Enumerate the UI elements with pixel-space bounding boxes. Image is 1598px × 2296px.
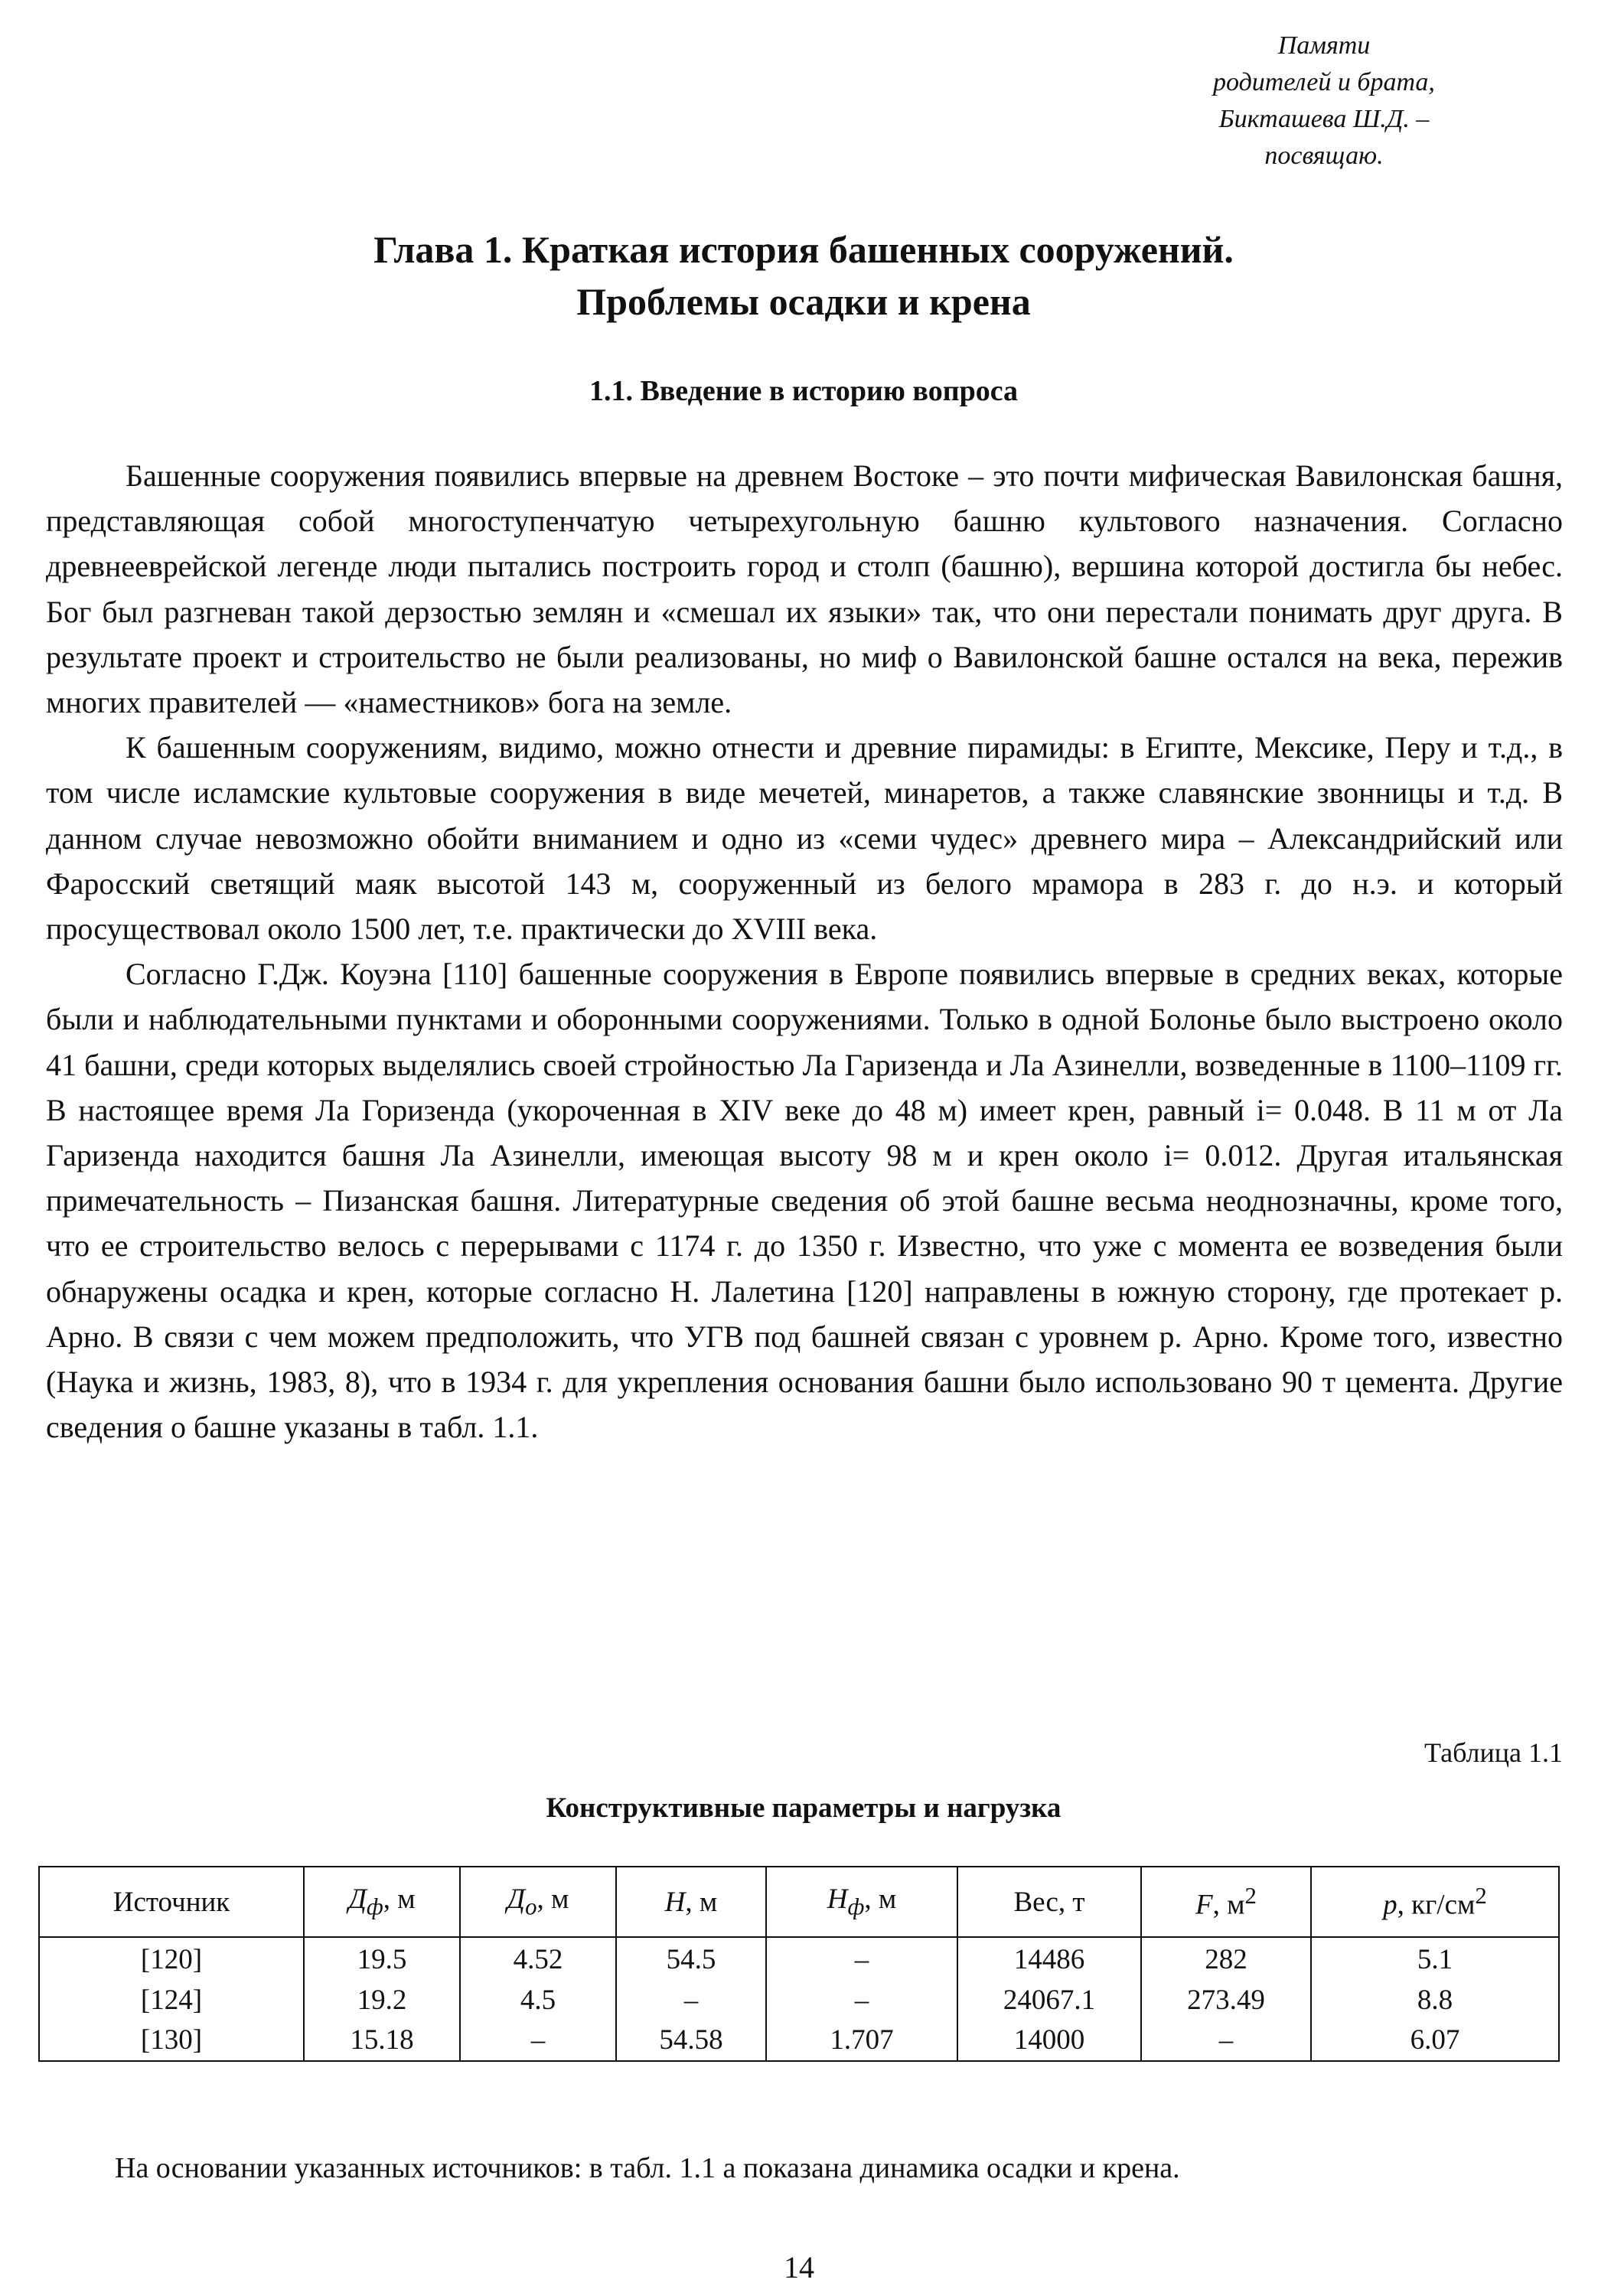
table-cell: 8.8	[1311, 1981, 1559, 2019]
table-cell: 19.2	[304, 1981, 460, 2019]
paragraph-europe-towers: Согласно Г.Дж. Коуэна [110] башенные сооружения в Европе появились впервые в средних веках, которые были и наблюдательными пунктами и оборонными сооружениями. Только в одной Болонье было выстроено около 41 башни, среди которых выделялись своей стройностью Ла Гаризенда и Ла Азинелли, возведенные в 1100–1109 гг. В настоящее время Ла Горизенда (укороченная в XIV веке до 48 м) имеет крен, равный i= 0.048. В 11 м от Ла Гаризенда находится башня Ла Азинелли, имеющая высоту 98 м и крен около i= 0.012. Другая итальянская примечательность – Пизанская башня. Литературные сведения об этой башне весьма неоднозначны, кроме того, что ее строительство велось с перерывами с 1174 г. до 1350 г. Известно, что уже с момента ее возведения были обнаружены осадка и крен, которые согласно Н. Лалетина [120] направлены в южную сторону, где протекает р. Арно. В связи с чем можем предположить, что УГВ под башней связан с уровнем р. Арно. Кроме того, известно (Наука и жизнь, 1983, 8), что в 1934 г. для укрепления основания башни было использовано 90 т цемента. Другие сведения о башне указаны в табл. 1.1.	[46, 957, 1563, 1445]
table-number: Таблица 1.1	[1424, 1737, 1563, 1768]
table-cell: 19.5	[304, 1937, 460, 1981]
dedication-line: родителей и брата,	[1213, 68, 1435, 96]
page-number: 14	[784, 2250, 814, 2285]
table-cell: –	[766, 1981, 957, 2019]
header-d-o: $Д_о$, м	[460, 1867, 616, 1937]
table-cell: 6.07	[1311, 2019, 1559, 2061]
dedication	[1133, 28, 1515, 174]
table-cell: 14000	[957, 2019, 1141, 2061]
paragraph-pyramids: К башенным сооружениям, видимо, можно отнести и древние пирамиды: в Египте, Мексике, Перу и т.д., в том числе исламские культовые сооружения в виде мечетей, минаретов, а также славянские звонницы и т.д. В данном случае невозможно обойти вниманием и одно из «семи чудес» древнего мира – Александрийский или Фаросский светящий маяк высотой 143 м, сооруженный из белого мрамора в 283 г. до н.э. и который просуществовал около 1500 лет, т.е. практически до XVIII века.	[46, 730, 1563, 947]
parameters-table	[38, 1866, 1560, 2062]
table-cell: 15.18	[304, 2019, 460, 2061]
table-cell: 54.5	[616, 1937, 766, 1981]
header-source: Источник	[39, 1867, 304, 1937]
table-cell: 282	[1141, 1937, 1311, 1981]
table-cell: 54.58	[616, 2019, 766, 2061]
table-cell: [124]	[39, 1981, 304, 2019]
table-cell: 24067.1	[957, 1981, 1141, 2019]
dedication-line: Бикташева Ш.Д. –	[1218, 105, 1430, 133]
body-text	[46, 453, 1563, 1450]
table-cell: 14486	[957, 1937, 1141, 1981]
table-cell: –	[616, 1981, 766, 2019]
chapter-title-line-1: Глава 1. Краткая история башенных сооружений.	[373, 228, 1234, 271]
after-table-text: На основании указанных источников: в табл. 1.1 а показана динамика осадки и крена.	[115, 2152, 1180, 2184]
chapter-title-line-2: Проблемы осадки и крена	[576, 280, 1031, 323]
header-h-f: $Н_ф$, м	[766, 1867, 957, 1937]
table-row	[39, 2019, 1559, 2061]
header-h: Н, м	[616, 1867, 766, 1937]
chapter-title	[115, 223, 1492, 328]
table-cell: –	[1141, 2019, 1311, 2061]
header-area: F, $м^2$	[1141, 1867, 1311, 1937]
table-cell: [130]	[39, 2019, 304, 2061]
table-cell: [120]	[39, 1937, 304, 1981]
header-d-f: $Д_ф$, м	[304, 1867, 460, 1937]
table-header-row	[39, 1867, 1559, 1937]
table-cell: 273.49	[1141, 1981, 1311, 2019]
header-pressure: p, $кг/см^2$	[1311, 1867, 1559, 1937]
table-caption: Конструктивные параметры и нагрузка	[546, 1792, 1062, 1824]
paragraph-babylon: Башенные сооружения появились впервые на древнем Востоке – это почти мифическая Вавилонская башня, представляющая собой многоступенчатую четырехугольную башню культового назначения. Согласно древнееврейской легенде люди пытались построить город и столп (башню), вершина которой достигла бы небес. Бог был разгневан такой дерзостью землян и «смешал их языки» так, что они перестали понимать друг друга. В результате проект и строительство не были реализованы, но миф о Вавилонской башне остался на века, пережив многих правителей — «наместников» бога на земле.	[46, 458, 1563, 720]
table-cell: –	[766, 1937, 957, 1981]
table-cell: 5.1	[1311, 1937, 1559, 1981]
table-row	[39, 1981, 1559, 2019]
header-weight: Вес, т	[957, 1867, 1141, 1937]
dedication-line: посвящаю.	[1264, 142, 1384, 170]
dedication-line: Памяти	[1277, 31, 1371, 60]
table-cell: 4.5	[460, 1981, 616, 2019]
table-row	[39, 1937, 1559, 1981]
table-cell: 1.707	[766, 2019, 957, 2061]
table-cell: 4.52	[460, 1937, 616, 1981]
section-title: 1.1. Введение в историю вопроса	[589, 375, 1019, 407]
table-cell: –	[460, 2019, 616, 2061]
